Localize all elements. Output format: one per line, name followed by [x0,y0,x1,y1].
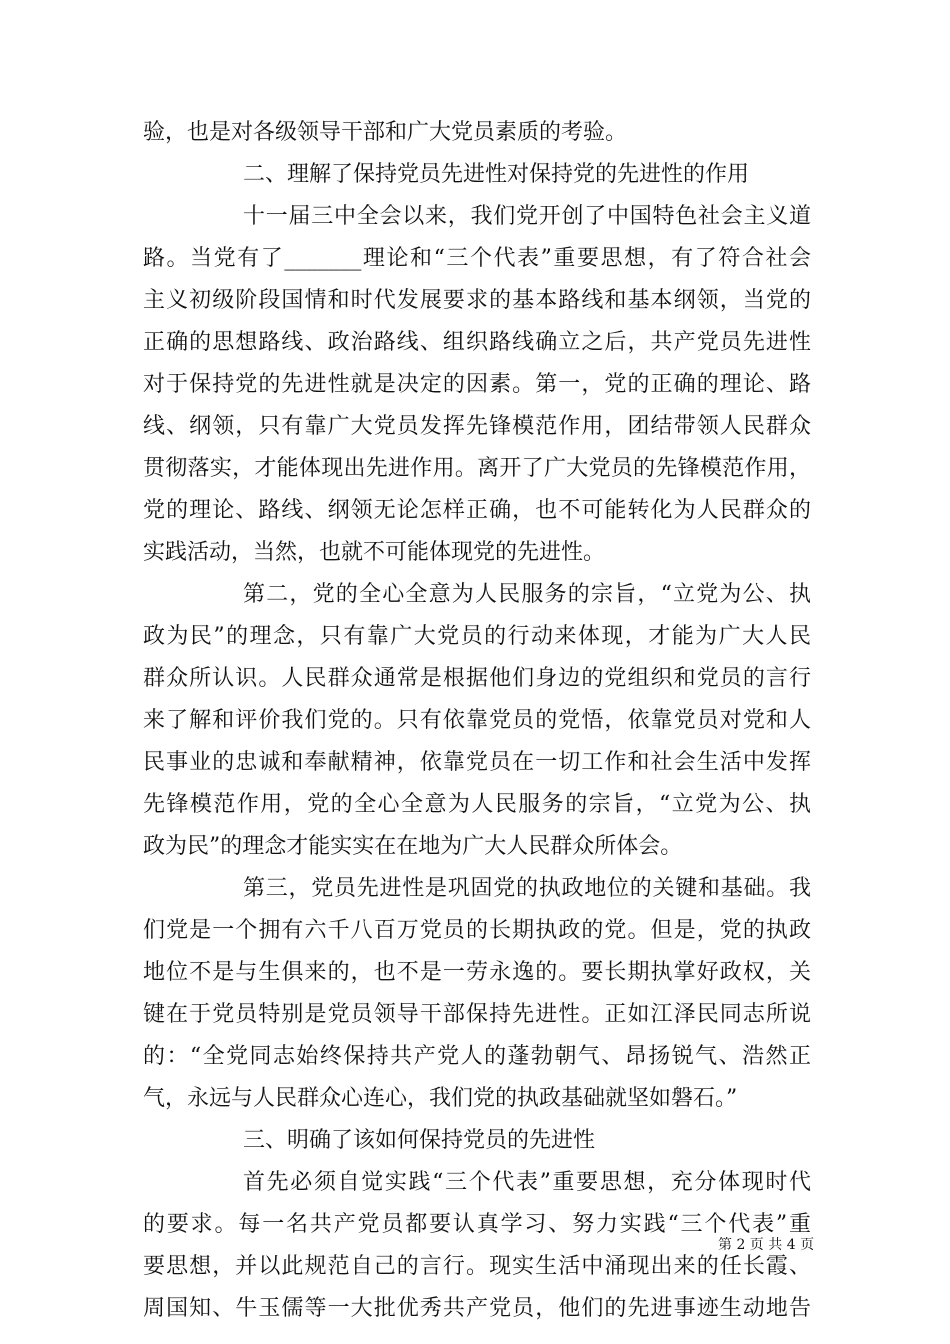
text-line: 第二，党的全心全意为人民服务的宗旨，“立党为公、执 [243,582,811,607]
text-line: 三、明确了该如何保持党员的先进性 [243,1128,596,1153]
text-line: 第三，党员先进性是巩固党的执政地位的关键和基础。我 [243,876,811,901]
text-line: 十一届三中全会以来，我们党开创了中国特色社会主义道 [243,204,811,229]
text-line: 线、纲领，只有靠广大党员发挥先锋模范作用，团结带领人民群众 [143,414,811,439]
text-line: 正确的思想路线、政治路线、组织路线确立之后，共产党员先进性 [143,330,811,355]
text-line: 的：“全党同志始终保持共产党人的蓬勃朝气、昂扬锐气、浩然正 [143,1044,811,1069]
text-line: 地位不是与生俱来的，也不是一劳永逸的。要长期执掌好政权，关 [143,960,811,985]
text-line: 对于保持党的先进性就是决定的因素。第一，党的正确的理论、路 [143,372,811,397]
text-line: 群众所认识。人民群众通常是根据他们身边的党组织和党员的言行 [143,666,811,691]
text-line: 周国知、牛玉儒等一大批优秀共产党员，他们的先进事迹生动地告 [143,1296,811,1321]
text-line: 气，永远与人民群众心连心，我们党的执政基础就坚如磐石。” [143,1086,738,1111]
page-number: 第 2 页 共 4 页 [718,1237,815,1253]
text-line: 键在于党员特别是党员领导干部保持先进性。正如江泽民同志所说 [143,1002,811,1027]
text-line: 路。当党有了_______理论和“三个代表”重要思想，有了符合社会 [143,246,811,271]
text-line: 政为民”的理念，只有靠广大党员的行动来体现，才能为广大人民 [143,624,811,649]
text-line: 首先必须自觉实践“三个代表”重要思想，充分体现时代 [243,1170,811,1195]
text-line: 民事业的忠诚和奉献精神，依靠党员在一切工作和社会生活中发挥 [143,750,811,775]
document-body [143,112,811,1330]
text-line: 主义初级阶段国情和时代发展要求的基本路线和基本纲领，当党的 [143,288,811,313]
text-line: 政为民”的理念才能实实在在地为广大人民群众所体会。 [143,834,683,859]
text-line: 要思想，并以此规范自己的言行。现实生活中涌现出来的任长霞、 [143,1254,811,1279]
text-line: 来了解和评价我们党的。只有依靠党员的党悟，依靠党员对党和人 [143,708,811,733]
text-line: 先锋模范作用，党的全心全意为人民服务的宗旨，“立党为公、执 [143,792,811,817]
text-line: 实践活动，当然，也就不可能体现党的先进性。 [143,540,606,565]
text-line: 二、理解了保持党员先进性对保持党的先进性的作用 [243,162,750,187]
text-line: 验，也是对各级领导干部和广大党员素质的考验。 [143,120,628,145]
text-line: 们党是一个拥有六千八百万党员的长期执政的党。但是，党的执政 [143,918,811,943]
text-line: 贯彻落实，才能体现出先进作用。离开了广大党员的先锋模范作用， [143,456,811,481]
text-line: 的要求。每一名共产党员都要认真学习、努力实践“三个代表”重 [143,1212,811,1237]
text-line: 党的理论、路线、纲领无论怎样正确，也不可能转化为人民群众的 [143,498,811,523]
